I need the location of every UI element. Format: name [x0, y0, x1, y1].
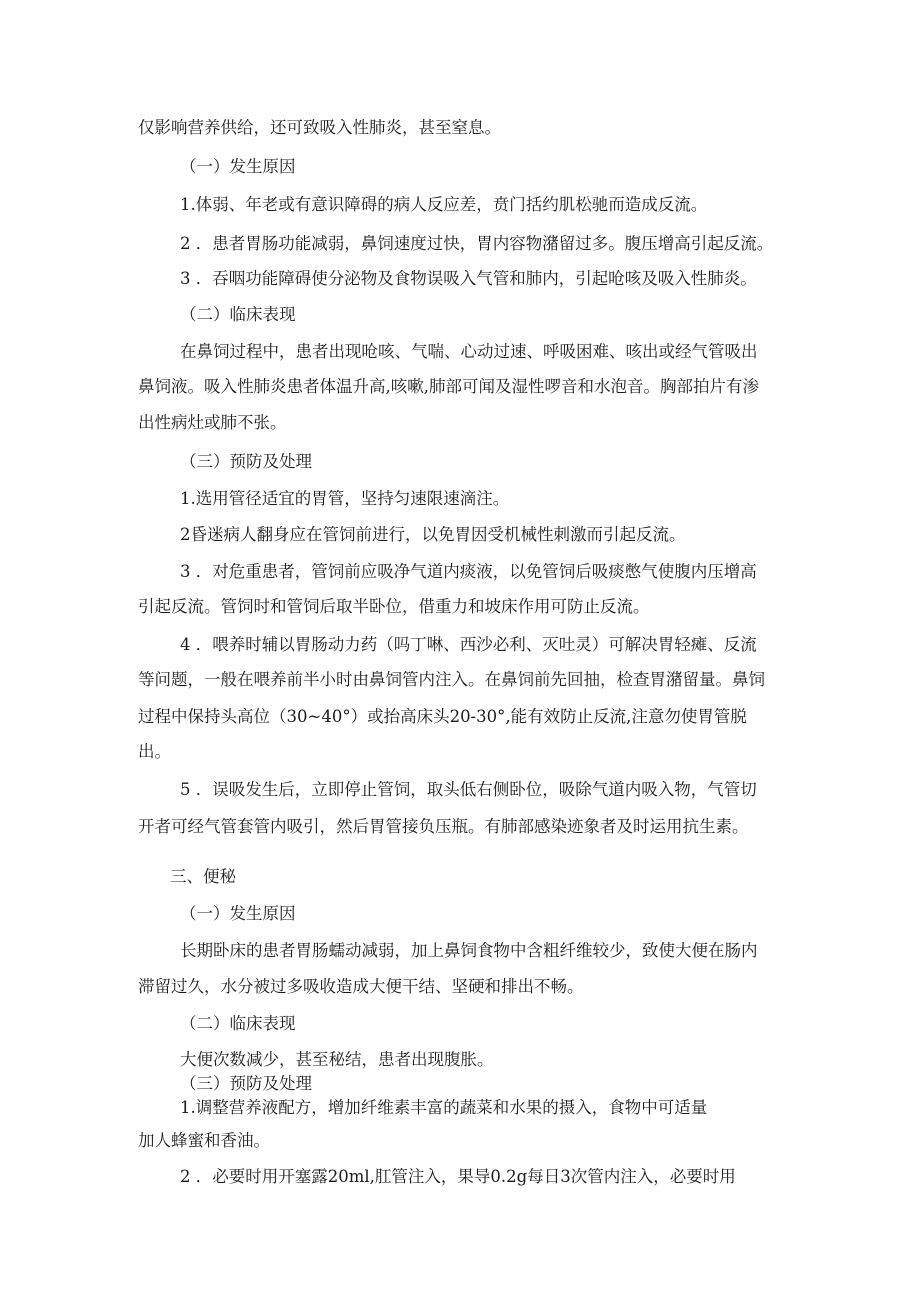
list-item: 1.体弱、年老或有意识障碍的病人反应差，贲门括约肌松驰而造成反流。: [180, 195, 708, 214]
section-heading: （一）发生原因: [180, 904, 296, 923]
list-item: 1.调整营养液配方，增加纤维素丰富的蔬菜和水果的摄入，食物中可适量: [180, 1098, 708, 1117]
body-line: 鼻饲液。吸入性肺炎患者体温升高,咳嗽,肺部可闻及湿性啰音和水泡音。胸部拍片有渗: [138, 377, 759, 396]
body-line: 加人蜂蜜和香油。: [138, 1131, 270, 1150]
section-heading: （三）预防及处理: [180, 1074, 312, 1093]
list-item: 2 ．患者胃肠功能减弱，鼻饲速度过快，胃内容物潴留过多。腹压增高引起反流。: [180, 234, 774, 253]
body-line: 出性病灶或肺不张。: [138, 413, 287, 432]
body-line: 出。: [138, 742, 171, 761]
list-item: 5 ．误吸发生后，立即停止管饲，取头低右侧卧位，吸除气道内吸入物，气管切: [180, 780, 757, 799]
body-line: 滞留过久，水分被过多吸收造成大便干结、坚硬和排出不畅。: [138, 977, 584, 996]
list-item: 3 ．对危重患者，管饲前应吸净气道内痰液，以免管饲后吸痰憋气使腹内压增高: [180, 562, 757, 581]
list-item: 3 ．吞咽功能障碍使分泌物及食物误吸入气管和肺内，引起呛咳及吸入性肺炎。: [180, 269, 757, 288]
body-line: 大便次数减少，甚至秘结，患者出现腹胀。: [180, 1050, 494, 1069]
list-item: 1.选用管径适宜的胃管，坚持匀速限速滴注。: [180, 489, 510, 508]
list-item: 2昏迷病人翻身应在管饲前进行，以免胃因受机械性刺激而引起反流。: [180, 525, 686, 544]
body-line: 在鼻饲过程中，患者出现呛咳、气喘、心动过速、呼吸困难、咳出或经气管吸出: [180, 342, 758, 361]
body-line: 开者可经气管套管内吸引，然后胃管接负压瓶。有肺部感染迹象者及时运用抗生素。: [138, 817, 749, 836]
list-item: 4 ．喂养时辅以胃肠动力药（吗丁啉、西沙必利、灭吐灵）可解决胃轻瘫、反流: [180, 635, 757, 654]
section-heading: （二）临床表现: [180, 1014, 296, 1033]
body-line: 过程中保持头高位（30~40°）或抬高床头20-30°,能有效防止反流,注意勿使胃管脱: [138, 707, 747, 726]
body-line: 引起反流。管饲时和管饲后取半卧位，借重力和坡床作用可防止反流。: [138, 597, 650, 616]
body-line: 仅影响营养供给，还可致吸入性肺炎，甚至窒息。: [138, 118, 501, 137]
body-line: 等问题，一般在喂养前半小时由鼻饲管内注入。在鼻饲前先回抽，检查胃潴留量。鼻饲: [138, 670, 765, 689]
body-line: 长期卧床的患者胃肠蠕动减弱，加上鼻饲食物中含粗纤维较少，致使大便在肠内: [180, 941, 758, 960]
section-heading: （二）临床表现: [180, 305, 296, 324]
list-item: 2 ．必要时用开塞露20ml,肛管注入，果导0.2g每日3次管内注入，必要时用: [180, 1167, 736, 1186]
section-heading: （三）预防及处理: [180, 452, 312, 471]
chapter-heading: 三、便秘: [170, 867, 236, 886]
section-heading: （一）发生原因: [180, 157, 296, 176]
